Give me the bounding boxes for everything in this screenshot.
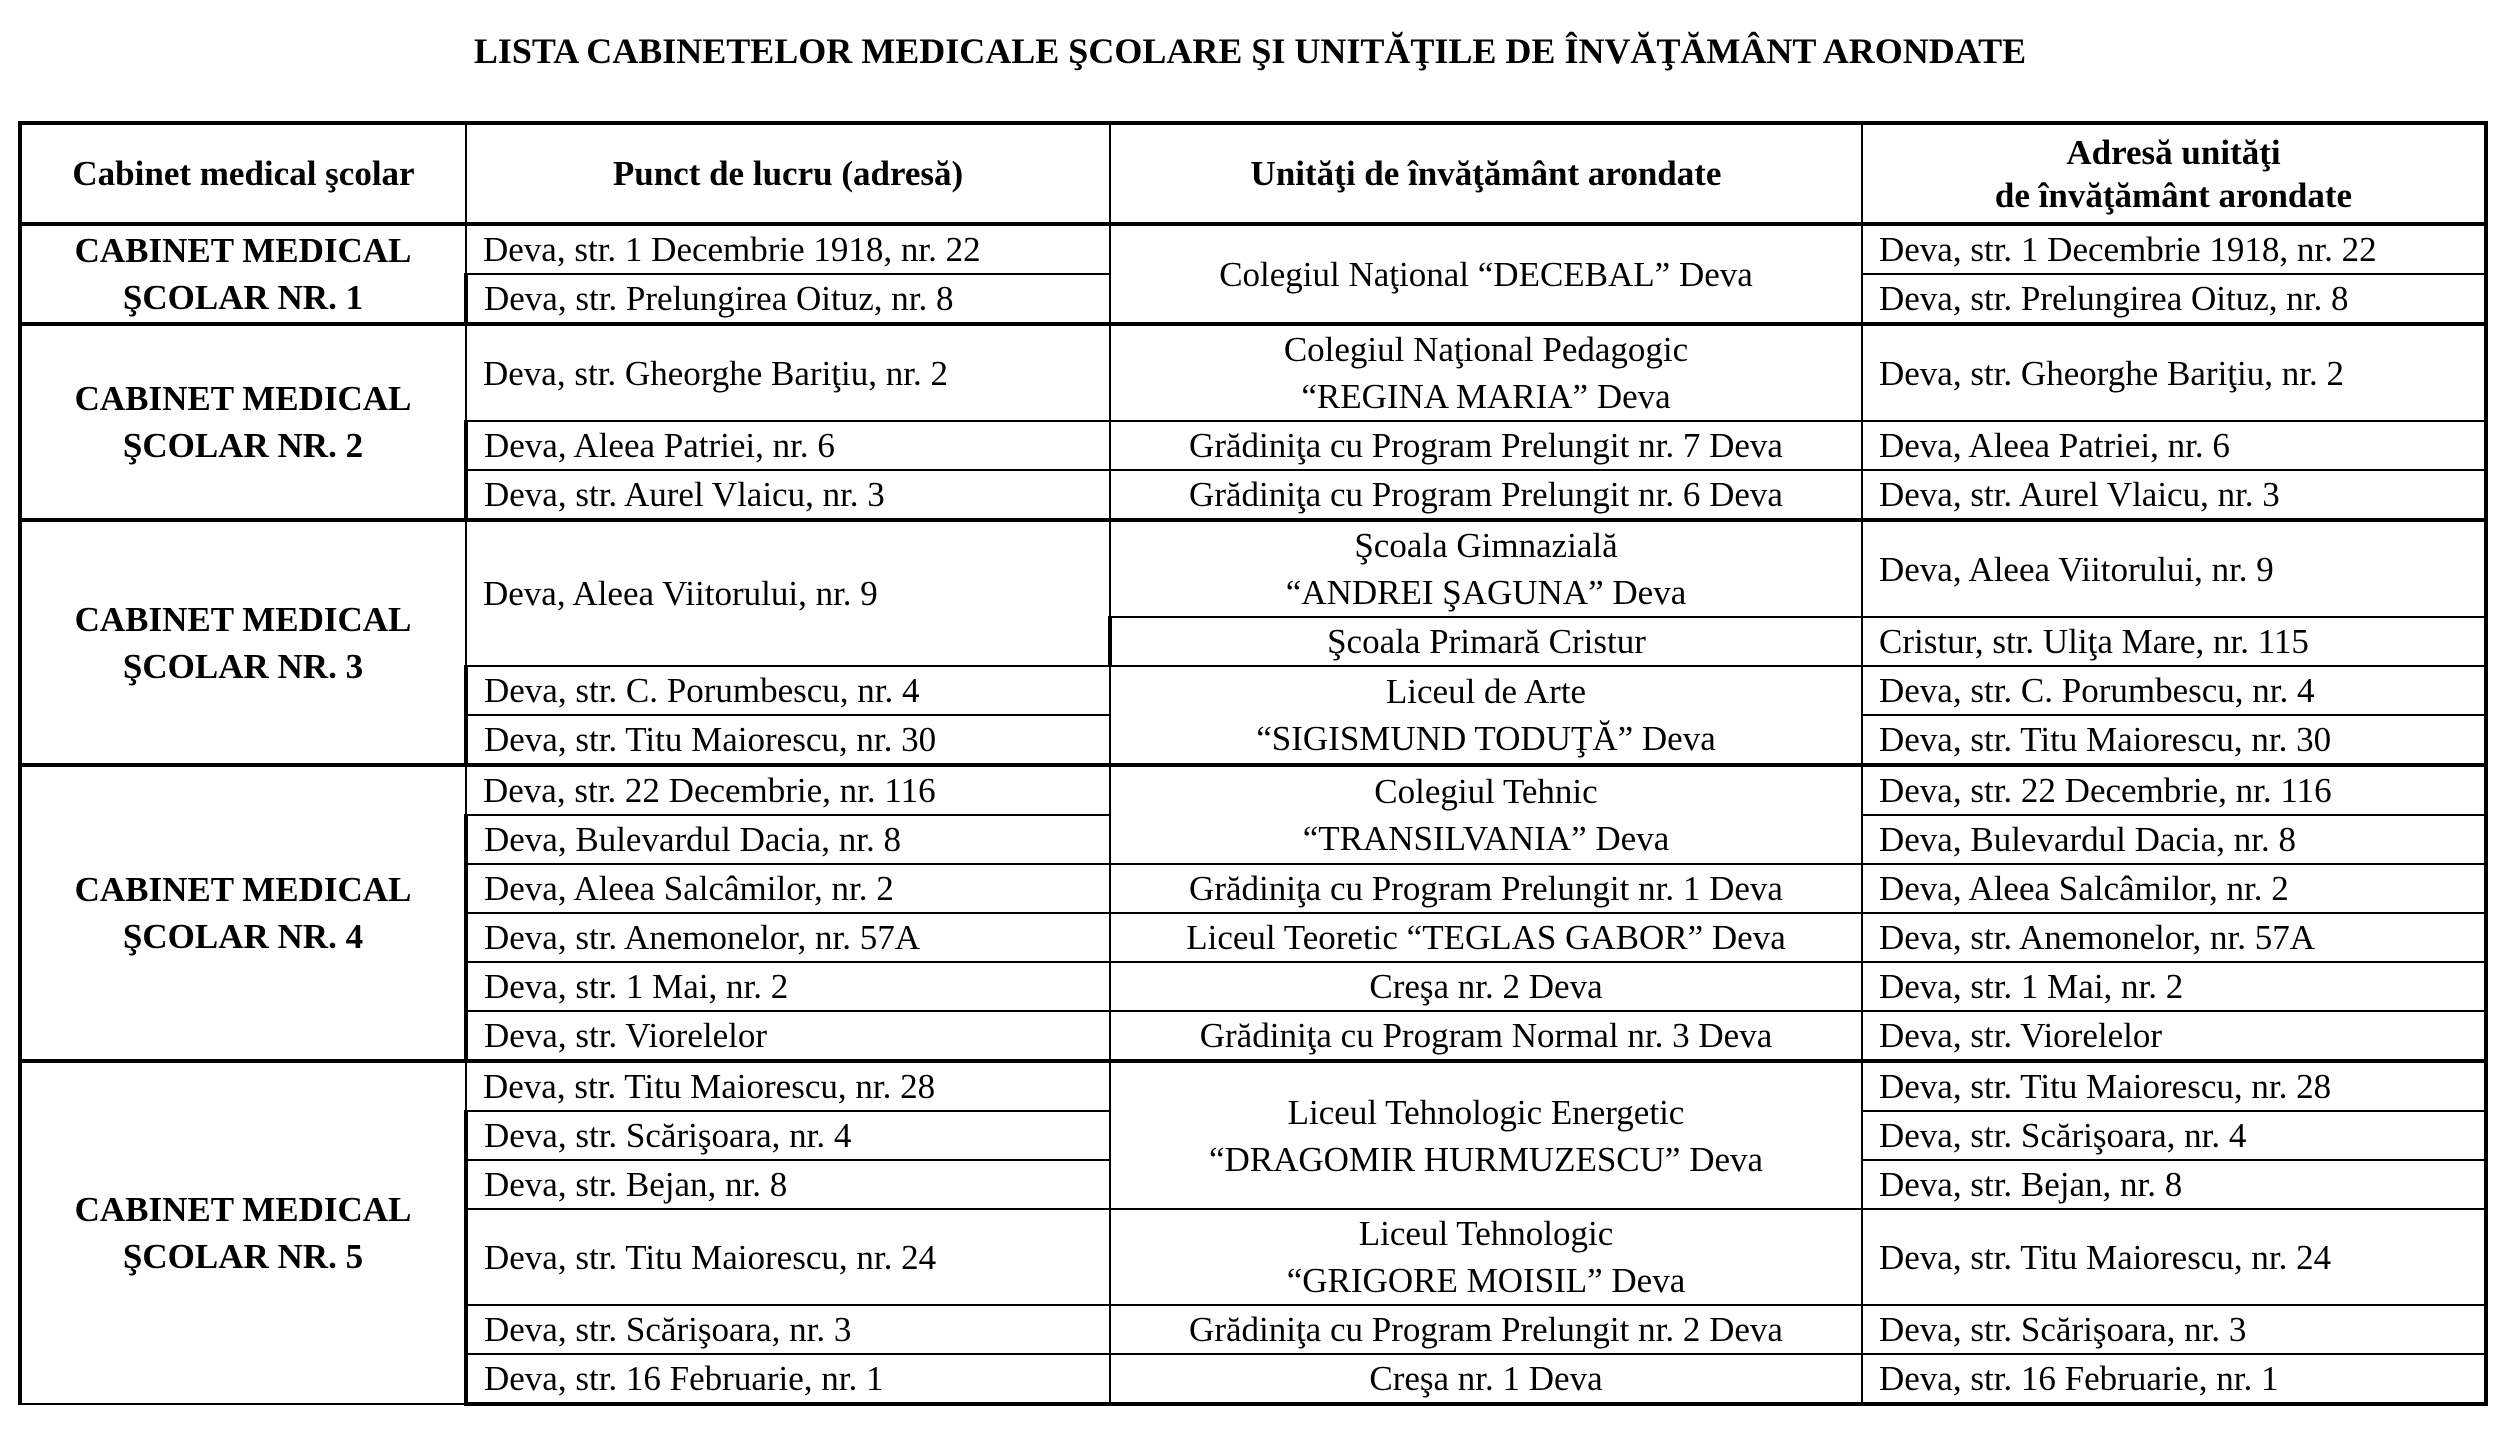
unitate-cell: Grădiniţa cu Program Prelungit nr. 6 Deva	[1110, 470, 1862, 520]
punct-lucru-cell: Deva, str. Aurel Vlaicu, nr. 3	[466, 470, 1110, 520]
unitate-cell	[1110, 765, 1862, 864]
punct-lucru-cell: Deva, str. Viorelelor	[466, 1011, 1110, 1061]
punct-lucru-cell: Deva, str. Prelungirea Oituz, nr. 8	[466, 274, 1110, 324]
punct-lucru-cell: Deva, str. 1 Decembrie 1918, nr. 22	[466, 224, 1110, 274]
table-row	[20, 520, 2486, 617]
unitate-cell: Grădiniţa cu Program Prelungit nr. 2 Deva	[1110, 1305, 1862, 1354]
unitate-line2: “ANDREI ŞAGUNA” Deva	[1285, 573, 1687, 612]
cabinet-name	[20, 765, 466, 1061]
cabinet-name-line2: ŞCOLAR NR. 1	[122, 278, 364, 317]
header-adresa-line1: Adresă unităţi	[2066, 132, 2281, 172]
adresa-cell: Deva, str. Aurel Vlaicu, nr. 3	[1862, 470, 2486, 520]
adresa-cell: Deva, Aleea Patriei, nr. 6	[1862, 421, 2486, 470]
cabinet-name	[20, 520, 466, 765]
adresa-cell: Deva, Aleea Viitorului, nr. 9	[1862, 520, 2486, 617]
cabinet-name	[20, 1061, 466, 1404]
adresa-cell: Deva, Bulevardul Dacia, nr. 8	[1862, 815, 2486, 864]
punct-lucru-cell: Deva, str. Gheorghe Bariţiu, nr. 2	[466, 324, 1110, 421]
header-adresa	[1862, 123, 2486, 224]
unitate-line2: “SIGISMUND TODUŢĂ” Deva	[1256, 719, 1716, 758]
adresa-cell: Deva, str. 1 Decembrie 1918, nr. 22	[1862, 224, 2486, 274]
adresa-cell: Deva, str. Scărişoara, nr. 4	[1862, 1111, 2486, 1160]
unitate-cell: Grădiniţa cu Program Prelungit nr. 7 Deva	[1110, 421, 1862, 470]
punct-lucru-cell: Deva, str. C. Porumbescu, nr. 4	[466, 666, 1110, 715]
adresa-cell: Deva, str. Bejan, nr. 8	[1862, 1160, 2486, 1209]
unitate-cell	[1110, 324, 1862, 421]
cabinet-name-line2: ŞCOLAR NR. 5	[122, 1237, 364, 1276]
unitate-line1: Şcoala Gimnazială	[1354, 526, 1618, 565]
punct-lucru-cell: Deva, Bulevardul Dacia, nr. 8	[466, 815, 1110, 864]
cabinet-name-line2: ŞCOLAR NR. 2	[122, 426, 364, 465]
unitate-line2: “GRIGORE MOISIL” Deva	[1286, 1261, 1686, 1300]
cabinets-table	[18, 121, 2488, 1406]
adresa-cell: Deva, str. Titu Maiorescu, nr. 24	[1862, 1209, 2486, 1305]
unitate-line2: “REGINA MARIA” Deva	[1301, 377, 1671, 416]
unitate-line1: Liceul de Arte	[1385, 672, 1587, 711]
table-header-row	[20, 123, 2486, 224]
adresa-cell: Deva, str. Prelungirea Oituz, nr. 8	[1862, 274, 2486, 324]
header-punct: Punct de lucru (adresă)	[466, 123, 1110, 224]
adresa-cell: Deva, str. 16 Februarie, nr. 1	[1862, 1354, 2486, 1404]
header-unitati: Unităţi de învăţământ arondate	[1110, 123, 1862, 224]
unitate-cell: Şcoala Primară Cristur	[1110, 617, 1862, 666]
unitate-cell: Creşa nr. 1 Deva	[1110, 1354, 1862, 1404]
punct-lucru-cell: Deva, str. Titu Maiorescu, nr. 30	[466, 715, 1110, 765]
cabinet-name-line2: ŞCOLAR NR. 4	[122, 917, 364, 956]
table-row	[20, 1061, 2486, 1111]
punct-lucru-cell: Deva, Aleea Salcâmilor, nr. 2	[466, 864, 1110, 913]
table-row	[20, 765, 2486, 815]
unitate-line2: “DRAGOMIR HURMUZESCU” Deva	[1208, 1139, 1764, 1179]
punct-lucru-cell: Deva, str. Titu Maiorescu, nr. 24	[466, 1209, 1110, 1305]
cabinet-name-line2: ŞCOLAR NR. 3	[122, 646, 364, 686]
adresa-cell: Deva, str. Anemonelor, nr. 57A	[1862, 913, 2486, 962]
punct-lucru-cell: Deva, str. 1 Mai, nr. 2	[466, 962, 1110, 1011]
cabinet-name-line1: CABINET MEDICAL	[74, 1190, 412, 1229]
cabinet-name-line1: CABINET MEDICAL	[74, 379, 412, 418]
unitate-cell	[1110, 1209, 1862, 1305]
adresa-cell: Deva, str. 1 Mai, nr. 2	[1862, 962, 2486, 1011]
table-row	[20, 324, 2486, 421]
punct-lucru-cell: Deva, str. Anemonelor, nr. 57A	[466, 913, 1110, 962]
unitate-cell	[1110, 666, 1862, 765]
punct-lucru-cell: Deva, str. Scărişoara, nr. 4	[466, 1111, 1110, 1160]
punct-lucru-cell: Deva, Aleea Viitorului, nr. 9	[466, 520, 1110, 666]
punct-lucru-cell: Deva, str. Titu Maiorescu, nr. 28	[466, 1061, 1110, 1111]
adresa-cell: Deva, str. Scărişoara, nr. 3	[1862, 1305, 2486, 1354]
adresa-cell: Deva, str. Gheorghe Bariţiu, nr. 2	[1862, 324, 2486, 421]
table-row	[20, 224, 2486, 274]
unitate-cell	[1110, 520, 1862, 617]
unitate-line1: Liceul Tehnologic Energetic	[1287, 1092, 1685, 1132]
punct-lucru-cell: Deva, str. Scărişoara, nr. 3	[466, 1305, 1110, 1354]
punct-lucru-cell: Deva, str. 22 Decembrie, nr. 116	[466, 765, 1110, 815]
unitate-cell: Creşa nr. 2 Deva	[1110, 962, 1862, 1011]
unitate-line1: Colegiul Naţional Pedagogic	[1283, 330, 1689, 369]
cabinet-name-line1: CABINET MEDICAL	[74, 231, 412, 270]
cabinet-name	[20, 224, 466, 324]
adresa-cell: Deva, Aleea Salcâmilor, nr. 2	[1862, 864, 2486, 913]
page-title: LISTA CABINETELOR MEDICALE ŞCOLARE ŞI UNITĂŢILE DE ÎNVĂŢĂMÂNT ARONDATE	[473, 31, 2027, 71]
adresa-cell: Deva, str. 22 Decembrie, nr. 116	[1862, 765, 2486, 815]
header-cabinet: Cabinet medical şcolar	[20, 123, 466, 224]
punct-lucru-cell: Deva, str. Bejan, nr. 8	[466, 1160, 1110, 1209]
unitate-cell: Colegiul Naţional “DECEBAL” Deva	[1110, 224, 1862, 324]
header-adresa-line2: de învăţământ arondate	[1994, 175, 2353, 215]
adresa-cell: Deva, str. Titu Maiorescu, nr. 30	[1862, 715, 2486, 765]
unitate-line1: Colegiul Tehnic	[1374, 772, 1598, 811]
cabinet-name	[20, 324, 466, 520]
unitate-cell: Liceul Teoretic “TEGLAS GABOR” Deva	[1110, 913, 1862, 962]
adresa-cell: Cristur, str. Uliţa Mare, nr. 115	[1862, 617, 2486, 666]
unitate-cell: Grădiniţa cu Program Normal nr. 3 Deva	[1110, 1011, 1862, 1061]
punct-lucru-cell: Deva, str. 16 Februarie, nr. 1	[466, 1354, 1110, 1404]
adresa-cell: Deva, str. Titu Maiorescu, nr. 28	[1862, 1061, 2486, 1111]
cabinet-name-line1: CABINET MEDICAL	[74, 599, 412, 639]
cabinet-name-line1: CABINET MEDICAL	[74, 870, 412, 909]
unitate-line1: Liceul Tehnologic	[1358, 1214, 1614, 1253]
unitate-cell: Grădiniţa cu Program Prelungit nr. 1 Deva	[1110, 864, 1862, 913]
adresa-cell: Deva, str. Viorelelor	[1862, 1011, 2486, 1061]
punct-lucru-cell: Deva, Aleea Patriei, nr. 6	[466, 421, 1110, 470]
unitate-cell	[1110, 1061, 1862, 1209]
adresa-cell: Deva, str. C. Porumbescu, nr. 4	[1862, 666, 2486, 715]
unitate-line2: “TRANSILVANIA” Deva	[1302, 819, 1670, 858]
